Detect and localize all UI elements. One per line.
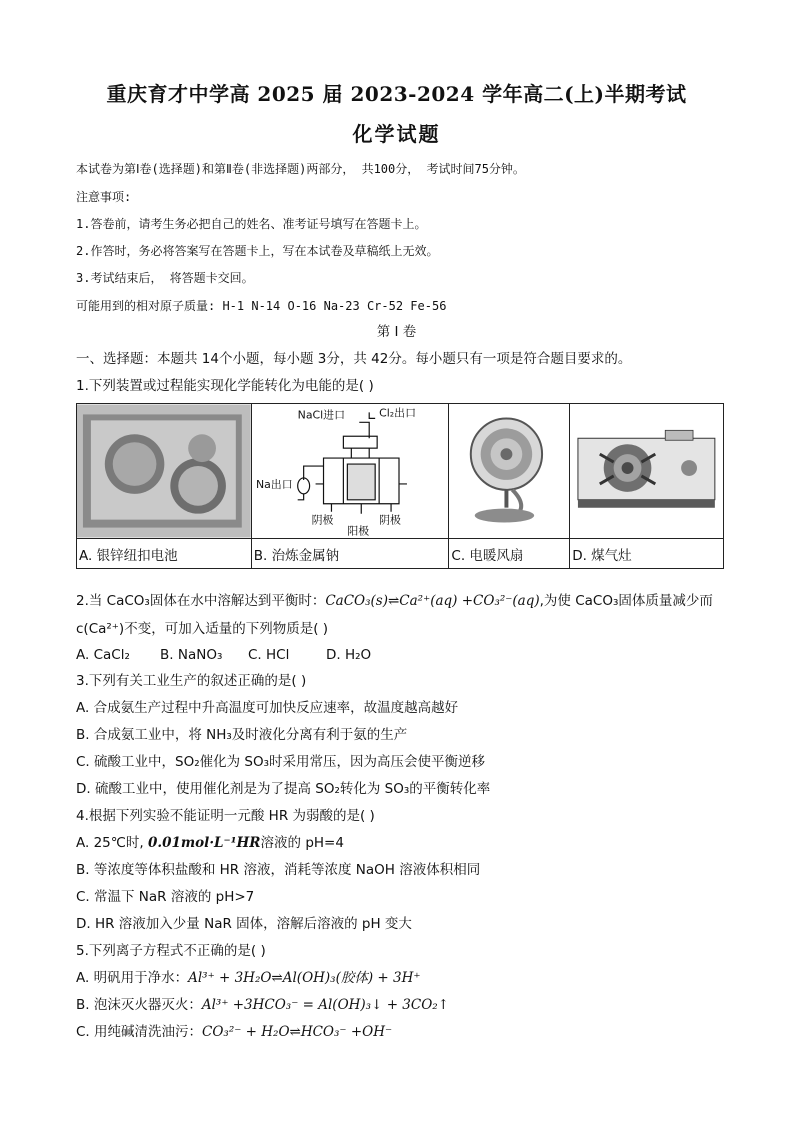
q1-option-a: A. 银锌纽扣电池 xyxy=(77,539,252,569)
q1-option-d: D. 煤气灶 xyxy=(570,539,724,569)
q5-stem: 5.下列离子方程式不正确的是( ) xyxy=(76,943,266,959)
q1-options-table xyxy=(76,403,724,569)
q2-option-d: D. H₂O xyxy=(326,647,372,663)
q5-option-b xyxy=(76,996,736,1014)
q4-option-a-prefix: A. 25℃时, xyxy=(76,835,149,851)
label-cl2-out: Cl₂出口 xyxy=(378,406,416,420)
q3-option-c: C. 硫酸工业中，SO₂催化为 SO₃时采用常压，因为高压会使平衡逆移 xyxy=(76,754,486,770)
exam-title: 重庆育才中学高 2025 届 2023-2024 学年高二(上)半期考试 xyxy=(106,82,687,106)
notice-3: 3.考试结束后， 将答题卡交回。 xyxy=(76,271,254,285)
q5-option-c-equation: CO₃²⁻ + H₂O⇌HCO₃⁻ +OH⁻ xyxy=(202,1024,393,1040)
label-anode: 阳极 xyxy=(347,524,369,538)
q1-image-b xyxy=(251,404,449,539)
atomic-masses: 可能用到的相对原子质量: H-1 N-14 O-16 Na-23 Cr-52 Fe-56 xyxy=(76,299,447,313)
q3-option-b: B. 合成氨工业中，将 NH₃及时液化分离有利于氨的生产 xyxy=(76,727,408,743)
electric-heater-photo xyxy=(449,404,569,538)
q5-option-a xyxy=(76,969,736,987)
q1-image-d xyxy=(570,404,724,539)
q4-option-a-formula: 0.01mol·L⁻¹HR xyxy=(148,835,261,851)
q2-stem-c: c(Ca²⁺)不变，可加入适量的下列物质是( ) xyxy=(76,621,329,637)
q1-stem: 1.下列装置或过程能实现化学能转化为电能的是( ) xyxy=(76,378,374,394)
section-heading: 一、选择题：本题共 14个小题，每小题 3分，共 42分。每小题只有一项是符合题目要求的。 xyxy=(76,351,632,367)
q1-image-a xyxy=(77,404,252,539)
label-nacl-in: NaCl进口 xyxy=(297,408,345,422)
q4-option-d: D. HR 溶液加入少量 NaR 固体，溶解后溶液的 pH 变大 xyxy=(76,916,412,932)
q4-option-a xyxy=(76,834,736,852)
button-battery-photo xyxy=(77,404,251,538)
exam-subject: 化学试题 xyxy=(352,122,441,146)
q2-stem-line1 xyxy=(76,592,736,610)
q2-option-a: A. CaCl₂ xyxy=(76,647,130,663)
q3-stem: 3.下列有关工业生产的叙述正确的是( ) xyxy=(76,673,307,689)
q5-option-c-prefix: C. 用纯碱清洗油污： xyxy=(76,1024,203,1040)
q2-option-b: B. NaNO₃ xyxy=(160,647,223,663)
q4-option-c: C. 常温下 NaR 溶液的 pH>7 xyxy=(76,889,255,905)
notice-heading: 注意事项: xyxy=(76,190,132,204)
q4-option-b: B. 等浓度等体积盐酸和 HR 溶液，消耗等浓度 NaOH 溶液体积相同 xyxy=(76,862,481,878)
notice-2: 2.作答时，务必将答案写在答题卡上，写在本试卷及草稿纸上无效。 xyxy=(76,244,439,258)
q4-option-a-suffix: 溶液的 pH=4 xyxy=(260,835,344,851)
q5-option-a-equation: Al³⁺ + 3H₂O⇌Al(OH)₃(胶体) + 3H⁺ xyxy=(188,970,421,986)
q1-option-b: B. 治炼金属钠 xyxy=(251,539,449,569)
q4-stem: 4.根据下列实验不能证明一元酸 HR 为弱酸的是( ) xyxy=(76,808,375,824)
q2-stem-a: 2.当 CaCO₃固体在水中溶解达到平衡时： xyxy=(76,593,326,609)
q2-equation: CaCO₃(s)⇌Ca²⁺(aq) +CO₃²⁻(aq) xyxy=(325,593,540,609)
q5-option-a-prefix: A. 明矾用于净水： xyxy=(76,970,189,986)
q2-options xyxy=(76,646,736,664)
q5-option-b-equation: Al³⁺ +3HCO₃⁻ = Al(OH)₃↓ + 3CO₂↑ xyxy=(201,997,450,1013)
part-label: 第 Ⅰ 卷 xyxy=(376,324,417,340)
sodium-electrolysis-diagram xyxy=(252,404,449,538)
notice-1: 1.答卷前，请考生务必把自己的姓名、准考证号填写在答题卡上。 xyxy=(76,217,427,231)
q2-option-c: C. HCl xyxy=(248,647,290,663)
q1-option-c: C. 电暖风扇 xyxy=(449,539,570,569)
q3-option-d: D. 硫酸工业中，使用催化剂是为了提高 SO₂转化为 SO₃的平衡转化率 xyxy=(76,781,491,797)
q5-option-c xyxy=(76,1023,736,1041)
q5-option-b-prefix: B. 泡沫灭火器灭火： xyxy=(76,997,202,1013)
label-cathode-right: 阴极 xyxy=(378,513,401,527)
gas-stove-photo xyxy=(570,404,723,538)
q1-image-c xyxy=(449,404,570,539)
q3-option-a: A. 合成氨生产过程中升高温度可加快反应速率，故温度越高越好 xyxy=(76,700,459,716)
label-na-out: Na出口 xyxy=(255,477,293,491)
q2-stem-b: ,为使 CaCO₃固体质量减少而 xyxy=(539,593,713,609)
label-cathode-left: 阴极 xyxy=(311,513,334,527)
intro-text: 本试卷为第Ⅰ卷(选择题)和第Ⅱ卷(非选择题)两部分， 共100分， 考试时间75分钟。 xyxy=(76,162,525,176)
